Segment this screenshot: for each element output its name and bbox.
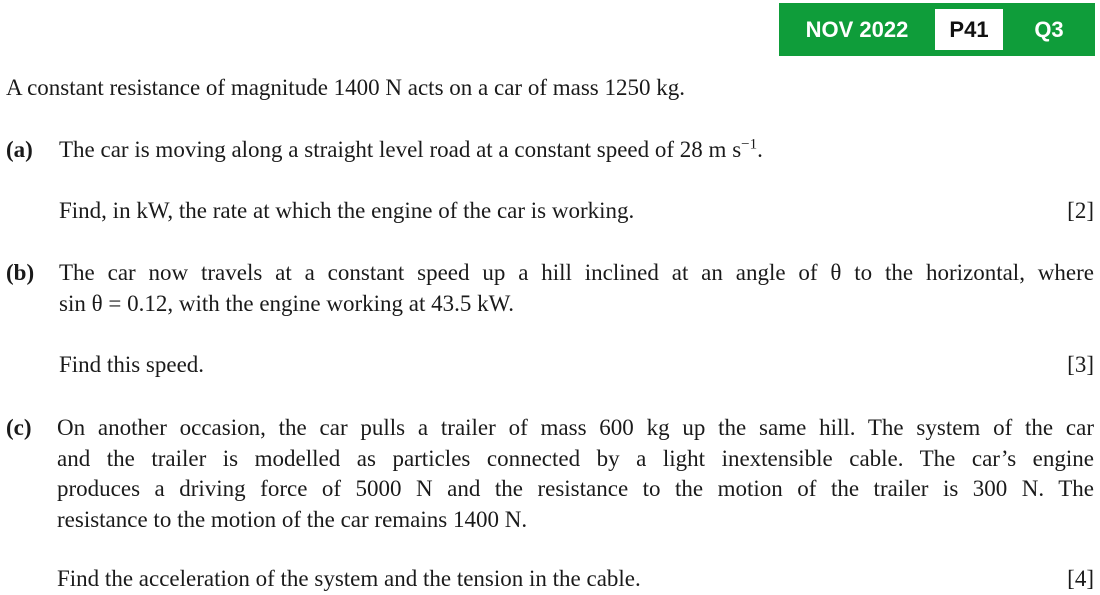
question-badge [779, 3, 1095, 56]
part-c-marks: [4] [1067, 566, 1094, 591]
part-c-task: Find the acceleration of the system and the tension in the cable. [57, 566, 641, 591]
question-intro: A constant resistance of magnitude 1400 N acts on a car of mass 1250 kg. [6, 75, 685, 100]
part-c-label: (c) [6, 415, 32, 440]
part-b-line-1: The car now travels at a constant speed up a hill inclined at an angle of θ to the horizontal, where [59, 260, 1094, 285]
part-c-line-1: On another occasion, the car pulls a trailer of mass 600 kg up the same hill. The system of the car [57, 415, 1094, 440]
part-a-period: . [757, 137, 763, 162]
exam-session: NOV 2022 [805, 16, 909, 42]
part-a-line-1: The car is moving along a straight level road at a constant speed of 28 m s [59, 137, 742, 162]
part-b-task: Find this speed. [59, 352, 205, 377]
part-a-statement [59, 135, 763, 165]
part-a-label: (a) [6, 137, 33, 162]
part-b-marks: [3] [1067, 352, 1094, 377]
question-number: Q3 [1034, 16, 1064, 42]
part-a-task: Find, in kW, the rate at which the engine of the car is working. [59, 198, 635, 223]
part-c-line-4: resistance to the motion of the car remains 1400 N. [57, 507, 528, 532]
part-c-line-2: and the trailer is modelled as particles connected by a light inextensible cable. The car’s engine [57, 446, 1094, 471]
part-b-label: (b) [6, 260, 35, 285]
part-a-marks: [2] [1067, 198, 1094, 223]
paper-code: P41 [935, 9, 1003, 50]
part-c-line-3: produces a driving force of 5000 N and the resistance to the motion of the trailer is 300 N. The [57, 476, 1094, 501]
part-b-line-2: sin θ = 0.12, with the engine working at 43.5 kW. [59, 291, 514, 316]
part-a-unit-exponent: −1 [741, 136, 758, 153]
